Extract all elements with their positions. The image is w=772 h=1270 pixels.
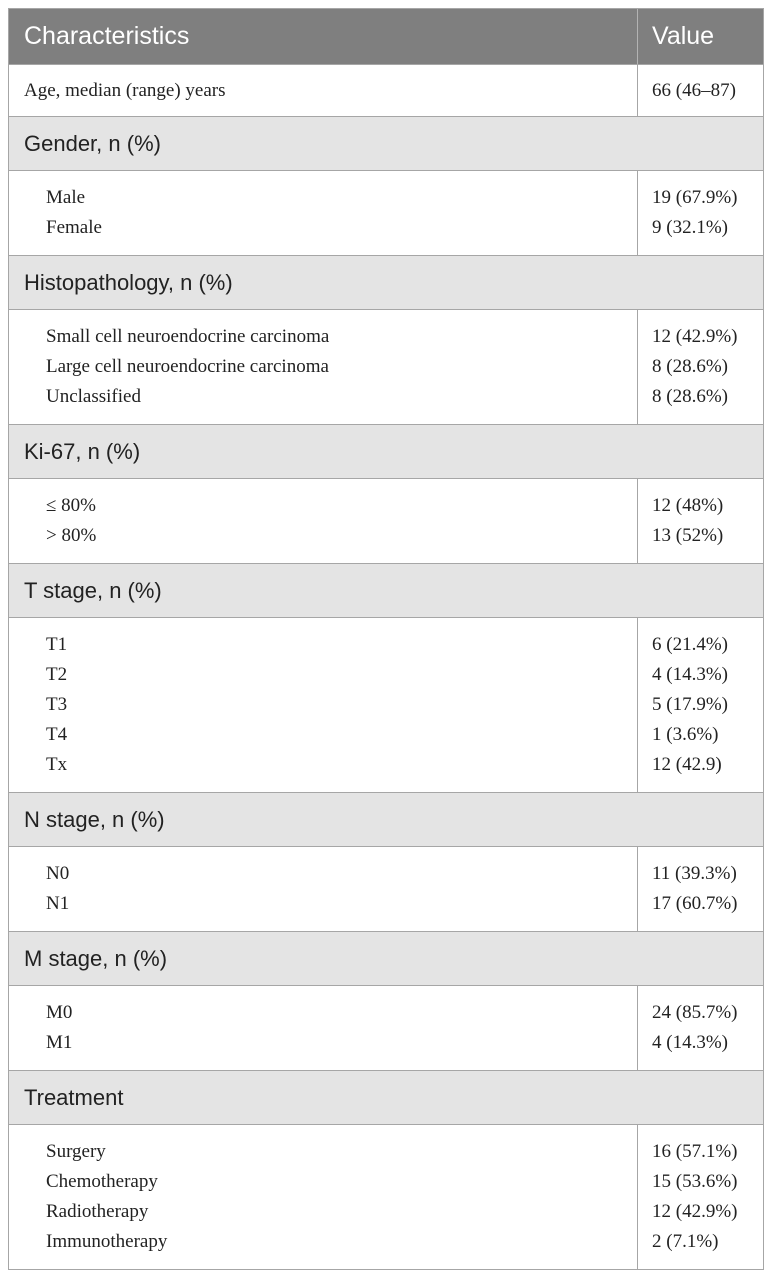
- row-label: Male: [46, 187, 86, 208]
- row-value: 1 (3.6%): [652, 724, 719, 745]
- section-header-gender: [9, 116, 763, 170]
- age-row: [9, 64, 763, 116]
- section-title: M stage, n (%): [24, 945, 168, 971]
- section-title: Treatment: [24, 1084, 124, 1110]
- row-value: 4 (14.3%): [652, 1032, 728, 1053]
- section-title: T stage, n (%): [24, 577, 162, 603]
- row-value: 8 (28.6%): [652, 386, 728, 407]
- row-label: T1: [46, 634, 68, 655]
- row-label: M0: [46, 1002, 73, 1023]
- row-label: Small cell neuroendocrine carcinoma: [46, 326, 330, 347]
- label-column: [9, 171, 637, 255]
- section-title: Gender, n (%): [24, 130, 161, 156]
- row-label: Unclassified: [46, 386, 141, 407]
- section-body-treatment: [9, 1124, 763, 1269]
- row-label: N1: [46, 893, 70, 914]
- section-header-m-stage: [9, 931, 763, 985]
- row-label: M1: [46, 1032, 73, 1053]
- row-value: 12 (48%): [652, 495, 724, 516]
- section-header-n-stage: [9, 792, 763, 846]
- section-body-gender: [9, 170, 763, 255]
- row-value: 19 (67.9%): [652, 187, 738, 208]
- value-column: [637, 847, 763, 931]
- row-label: Radiotherapy: [46, 1201, 149, 1222]
- row-value: 2 (7.1%): [652, 1231, 719, 1252]
- label-column: [9, 618, 637, 792]
- row-label: > 80%: [46, 525, 97, 546]
- section-body-t-stage: [9, 617, 763, 792]
- value-column: [637, 310, 763, 424]
- row-value: 16 (57.1%): [652, 1141, 738, 1162]
- label-column: [9, 479, 637, 563]
- row-label: Tx: [46, 754, 68, 775]
- value-column: [637, 1125, 763, 1269]
- row-label: T2: [46, 664, 68, 685]
- section-header-treatment: [9, 1070, 763, 1124]
- section-body-ki67: [9, 478, 763, 563]
- row-value: 12 (42.9%): [652, 326, 738, 347]
- row-label: N0: [46, 863, 70, 884]
- row-value: 13 (52%): [652, 525, 724, 546]
- value-column: [637, 479, 763, 563]
- section-body-histopathology: [9, 309, 763, 424]
- row-value: 9 (32.1%): [652, 217, 728, 238]
- section-header-ki67: [9, 424, 763, 478]
- row-label: T3: [46, 694, 68, 715]
- row-value: 12 (42.9%): [652, 1201, 738, 1222]
- row-value: 24 (85.7%): [652, 1002, 738, 1023]
- row-value: 8 (28.6%): [652, 356, 728, 377]
- age-label: Age, median (range) years: [24, 79, 226, 101]
- row-label: T4: [46, 724, 68, 745]
- row-value: 15 (53.6%): [652, 1171, 738, 1192]
- section-title: Histopathology, n (%): [24, 269, 233, 295]
- section-header-histopathology: [9, 255, 763, 309]
- section-title: N stage, n (%): [24, 806, 165, 832]
- row-value: 12 (42.9): [652, 754, 722, 775]
- row-value: 5 (17.9%): [652, 694, 728, 715]
- row-value: 17 (60.7%): [652, 893, 738, 914]
- header-value: Value: [637, 9, 763, 64]
- label-column: [9, 310, 637, 424]
- header-characteristics: Characteristics: [24, 22, 190, 50]
- section-title: Ki-67, n (%): [24, 438, 141, 464]
- section-body-n-stage: [9, 846, 763, 931]
- characteristics-table: [8, 8, 764, 1270]
- row-label: Surgery: [46, 1141, 106, 1162]
- row-label: Immunotherapy: [46, 1231, 168, 1252]
- label-column: [9, 847, 637, 931]
- row-label: Female: [46, 217, 102, 238]
- row-label: Chemotherapy: [46, 1171, 158, 1192]
- value-column: [637, 618, 763, 792]
- row-label: Large cell neuroendocrine carcinoma: [46, 356, 329, 377]
- label-column: [9, 986, 637, 1070]
- age-value: 66 (46–87): [637, 65, 763, 116]
- value-column: [637, 171, 763, 255]
- row-value: 11 (39.3%): [652, 863, 737, 884]
- section-body-m-stage: [9, 985, 763, 1070]
- row-value: 6 (21.4%): [652, 634, 728, 655]
- row-label: ≤ 80%: [46, 495, 97, 516]
- label-column: [9, 1125, 637, 1269]
- table-header-row: [9, 9, 763, 64]
- section-header-t-stage: [9, 563, 763, 617]
- value-column: [637, 986, 763, 1070]
- row-value: 4 (14.3%): [652, 664, 728, 685]
